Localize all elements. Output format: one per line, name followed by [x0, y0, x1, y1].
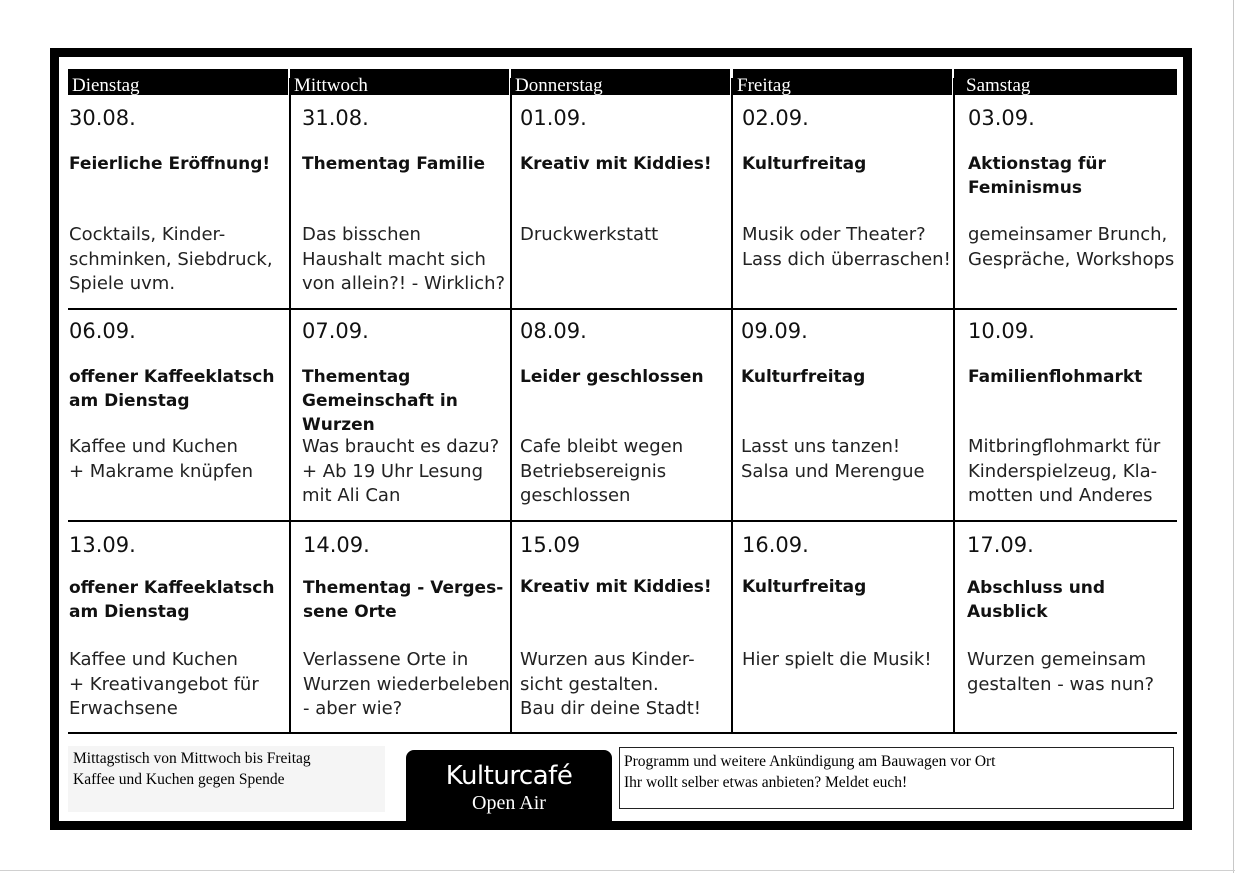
cell-description — [303, 648, 510, 722]
cell-title: Feierliche Eröffnung! — [69, 154, 271, 174]
day-cell — [303, 533, 513, 731]
grid-divider-v3 — [731, 78, 733, 733]
cell-description — [302, 223, 505, 297]
cell-title: Kreativ mit Kiddies! — [520, 154, 712, 174]
description-line: Lasst uns tanzen! — [741, 436, 901, 457]
cell-description — [742, 223, 951, 272]
description-line: geschlossen — [520, 485, 631, 506]
cell-title: Leider geschlossen — [520, 367, 704, 387]
cell-description — [520, 435, 683, 509]
description-line: - aber wie? — [303, 698, 403, 719]
day-cell — [69, 106, 287, 304]
header-day-tuesday: Dienstag — [68, 69, 288, 95]
cell-description — [741, 435, 925, 484]
header-day-wednesday: Mittwoch — [290, 69, 509, 95]
description-line: Gespräche, Workshops — [968, 248, 1175, 270]
cell-title: Kulturfreitag — [742, 577, 867, 597]
description-line: Salsa und Merengue — [741, 460, 925, 482]
description-line: Wurzen aus Kinder- — [520, 649, 695, 670]
day-cell — [520, 319, 730, 517]
cell-date: 09.09. — [741, 319, 808, 343]
description-line: Erwachsene — [69, 698, 178, 719]
description-line: + Makrame knüpfen — [69, 460, 254, 482]
description-line: schminken, Siebdruck, — [69, 248, 273, 270]
description-line: gestalten - was nun? — [967, 673, 1155, 695]
description-line: Betriebsereignis — [520, 460, 667, 482]
call-to-action-line: Ihr wollt selber etwas anbieten? Meldet euch! — [624, 774, 908, 791]
description-line: Mitbringflohmarkt für — [968, 436, 1161, 457]
cell-description — [968, 435, 1160, 509]
header-day-saturday: Samstag — [954, 69, 1177, 95]
cell-title: Kulturfreitag — [742, 154, 867, 174]
description-line: Cafe bleibt wegen — [520, 436, 684, 457]
cell-date: 13.09. — [69, 533, 136, 557]
description-line: Lass dich überraschen! — [742, 248, 951, 270]
cell-date: 03.09. — [968, 106, 1035, 130]
brand-name: Kulturcafé — [445, 761, 573, 791]
announcement-box — [619, 747, 1174, 809]
description-line: Spiele uvm. — [69, 273, 176, 294]
description-line: Verlassene Orte in — [303, 649, 469, 670]
day-cell — [742, 106, 952, 304]
cell-title: Kreativ mit Kiddies! — [520, 577, 712, 597]
description-line: Bau dir deine Stadt! — [520, 698, 701, 719]
cell-description — [302, 435, 499, 509]
page-right-edge — [1233, 0, 1234, 873]
day-cell — [302, 106, 512, 304]
description-line: + Kreativangebot für — [69, 673, 259, 695]
description-line: Musik oder Theater? — [742, 224, 926, 245]
description-line: Kaffee und Kuchen — [69, 436, 238, 457]
description-line: + Ab 19 Uhr Lesung — [302, 460, 484, 482]
cell-title: Thementag Gemeinschaft in Wurzen — [302, 367, 458, 435]
lunch-info-line: Mittagstisch von Mittwoch bis Freitag — [73, 750, 311, 767]
description-line: Wurzen gemeinsam — [967, 649, 1147, 670]
cell-date: 08.09. — [520, 319, 587, 343]
day-cell — [302, 319, 512, 517]
header-day-thursday: Donnerstag — [511, 69, 730, 95]
flyer-frame — [50, 48, 1192, 830]
cell-title: Abschluss und Ausblick — [967, 578, 1106, 622]
donation-info-line: Kaffee und Kuchen gegen Spende — [73, 771, 285, 788]
cell-description — [69, 435, 253, 484]
kulturcafe-logo — [406, 750, 612, 830]
cell-date: 31.08. — [302, 106, 369, 130]
cell-title: offener Kaffeeklatsch am Dienstag — [69, 367, 275, 411]
cell-date: 06.09. — [69, 319, 136, 343]
description-line: Hier spielt die Musik! — [742, 649, 932, 670]
description-line: sicht gestalten. — [520, 673, 659, 695]
description-line: Kinderspielzeug, Kla- — [968, 460, 1158, 482]
cell-description — [69, 648, 259, 722]
day-cell — [520, 106, 730, 304]
cell-description — [742, 648, 932, 673]
description-line: von allein?! - Wirklich? — [302, 273, 506, 294]
cell-description — [968, 223, 1174, 272]
cell-date: 30.08. — [69, 106, 136, 130]
cell-date: 01.09. — [520, 106, 587, 130]
cell-date: 16.09. — [742, 533, 809, 557]
cell-description — [967, 648, 1154, 697]
description-line: Das bisschen — [302, 224, 421, 245]
cell-date: 02.09. — [742, 106, 809, 130]
cell-title: Familienflohmarkt — [968, 367, 1143, 387]
cell-title: offener Kaffeeklatsch am Dienstag — [69, 578, 275, 622]
description-line: mit Ali Can — [302, 485, 401, 506]
cell-title: Aktionstag für Feminismus — [968, 154, 1106, 198]
day-cell — [520, 533, 730, 731]
description-line: Haushalt macht sich — [302, 248, 486, 270]
day-cell — [968, 106, 1178, 304]
cell-date: 14.09. — [303, 533, 370, 557]
description-line: Cocktails, Kinder- — [69, 224, 226, 245]
cell-title: Thementag - Verges-sene Orte — [303, 578, 504, 622]
brand-subtitle: Open Air — [472, 792, 546, 814]
description-line: motten und Anderes — [968, 485, 1153, 506]
day-cell — [741, 319, 951, 517]
day-cell — [742, 533, 952, 731]
cell-description — [520, 223, 658, 248]
grid-divider-h3 — [68, 732, 1177, 734]
lunch-info-box — [68, 746, 385, 812]
description-line: Druckwerkstatt — [520, 224, 659, 245]
day-cell — [69, 319, 287, 517]
grid-divider-v4 — [953, 78, 955, 733]
day-cell — [967, 533, 1177, 731]
description-line: Wurzen wiederbeleben — [303, 673, 510, 695]
cell-title: Thementag Familie — [302, 154, 486, 174]
grid-divider-h2 — [68, 520, 1177, 522]
announcement-line: Programm und weitere Ankündigung am Bauwagen vor Ort — [624, 753, 996, 770]
cell-description — [69, 223, 273, 297]
cell-description — [520, 648, 701, 722]
page-bottom-edge — [0, 870, 1235, 871]
cell-title: Kulturfreitag — [741, 367, 866, 387]
flyer-content — [59, 57, 1183, 821]
cell-date: 17.09. — [967, 533, 1034, 557]
description-line: gemeinsamer Brunch, — [968, 224, 1168, 245]
weekday-header — [68, 69, 1177, 95]
cell-date: 10.09. — [968, 319, 1035, 343]
cell-date: 15.09 — [520, 533, 581, 557]
day-cell — [968, 319, 1178, 517]
description-line: Kaffee und Kuchen — [69, 649, 238, 670]
grid-divider-h1 — [68, 308, 1177, 310]
grid-divider-v1 — [289, 78, 291, 733]
cell-date: 07.09. — [302, 319, 369, 343]
day-cell — [69, 533, 287, 731]
description-line: Was braucht es dazu? — [302, 436, 500, 457]
header-day-friday: Freitag — [733, 69, 952, 95]
